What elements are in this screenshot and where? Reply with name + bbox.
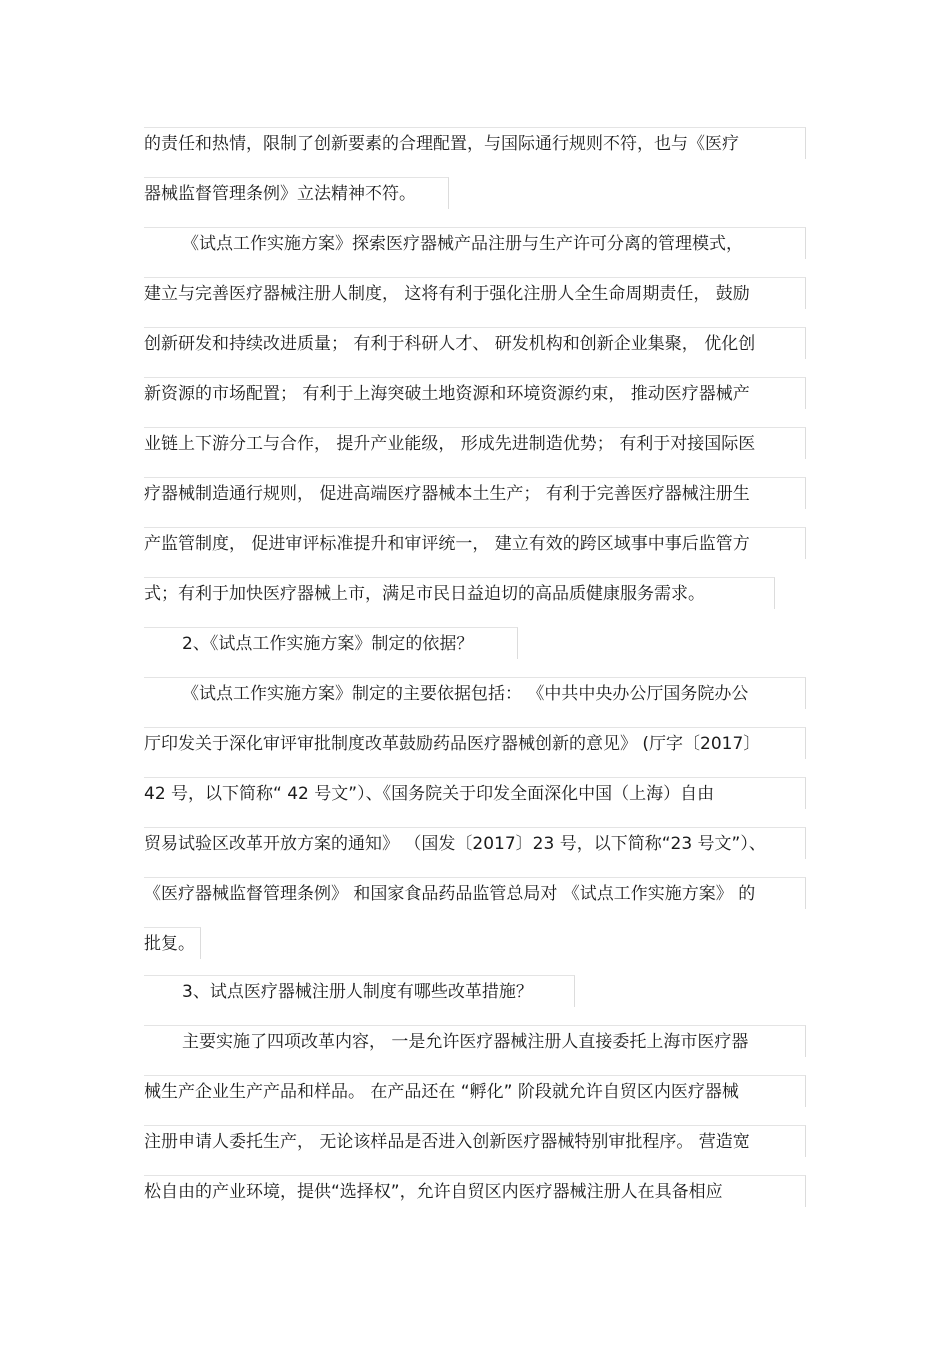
text-line: 创新研发和持续改进质量； 有利于科研人才、 研发机构和创新企业集聚， 优化创 bbox=[144, 327, 806, 359]
text-line: 松自由的产业环境，提供“选择权”，允许自贸区内医疗器械注册人在具备相应 bbox=[144, 1175, 806, 1207]
text-line: 产监管制度， 促进审评标准提升和审评统一， 建立有效的跨区域事中事后监管方 bbox=[144, 527, 806, 559]
text-line: 《试点工作实施方案》探索医疗器械产品注册与生产许可分离的管理模式， bbox=[144, 227, 806, 259]
text-line: 厅印发关于深化审评审批制度改革鼓励药品医疗器械创新的意见》 (厅字〔2017〕 bbox=[144, 727, 806, 759]
text-line: 的责任和热情，限制了创新要素的合理配置，与国际通行规则不符，也与《医疗 bbox=[144, 127, 806, 159]
text-line: 疗器械制造通行规则， 促进高端医疗器械本土生产； 有利于完善医疗器械注册生 bbox=[144, 477, 806, 509]
text-line: 《试点工作实施方案》制定的主要依据包括： 《中共中央办公厅国务院办公 bbox=[144, 677, 806, 709]
text-line: 批复。 bbox=[144, 927, 201, 959]
text-line: 建立与完善医疗器械注册人制度， 这将有利于强化注册人全生命周期责任， 鼓励 bbox=[144, 277, 806, 309]
text-line: 主要实施了四项改革内容， 一是允许医疗器械注册人直接委托上海市医疗器 bbox=[144, 1025, 806, 1057]
text-line: 式；有利于加快医疗器械上市，满足市民日益迫切的高品质健康服务需求。 bbox=[144, 577, 775, 609]
text-line: 42 号，以下简称“ 42 号文”）、《国务院关于印发全面深化中国（上海）自由 bbox=[144, 777, 806, 809]
text-line: 业链上下游分工与合作， 提升产业能级， 形成先进制造优势； 有利于对接国际医 bbox=[144, 427, 806, 459]
text-line: 新资源的市场配置； 有利于上海突破土地资源和环境资源约束， 推动医疗器械产 bbox=[144, 377, 806, 409]
section-heading: 3、试点医疗器械注册人制度有哪些改革措施？ bbox=[144, 975, 575, 1007]
section-heading: 2、《试点工作实施方案》制定的依据？ bbox=[144, 627, 518, 659]
text-line: 贸易试验区改革开放方案的通知》 （国发〔2017〕23 号，以下简称“23 号文”）、 bbox=[144, 827, 806, 859]
text-line: 器械监督管理条例》立法精神不符。 bbox=[144, 177, 449, 209]
text-line: 注册申请人委托生产， 无论该样品是否进入创新医疗器械特别审批程序。 营造宽 bbox=[144, 1125, 806, 1157]
text-line: 械生产企业生产产品和样品。 在产品还在 “孵化” 阶段就允许自贸区内医疗器械 bbox=[144, 1075, 806, 1107]
text-line: 《医疗器械监督管理条例》 和国家食品药品监管总局对 《试点工作实施方案》 的 bbox=[144, 877, 806, 909]
